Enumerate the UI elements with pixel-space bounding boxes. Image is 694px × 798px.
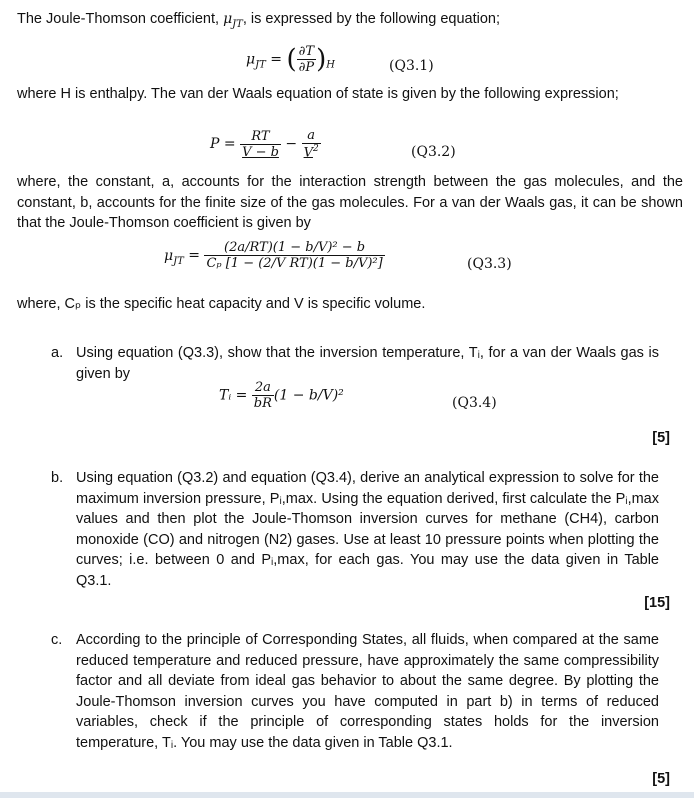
- equation-q3-1: $\mu_{JT}$ = ( $\frac{\partial T}{\partial P}$ )$_H$: [246, 44, 335, 75]
- intro-text-end: , is expressed by the following equation;: [242, 11, 500, 27]
- marks-b: [15]: [644, 595, 670, 611]
- equation-label-q3-2: (Q3.2): [411, 144, 456, 160]
- mu-jt-symbol: $\mu_{JT}$: [223, 11, 243, 30]
- item-label-a: a.: [51, 345, 64, 361]
- intro-line: [17, 9, 500, 32]
- item-text-b: Using equation (Q3.2) and equation (Q3.4), derive an analytical expression to solve for the maximum inversion pressure, Pᵢ,max. Using the equation derived, first calculate the Pᵢ,max values and then plot the Joule-Thomson inversion curves for methane (CH4), carbon monoxide (CO) and nitrogen (N2) gases. Use at least 10 pressure points when plotting the curves; i.e. between 0 and Pᵢ,max, for each gas. You may use the data given in Table Q3.1.: [76, 470, 659, 589]
- equation-q3-4: Tᵢ = $\frac{2a}{bR}$ (1 − b/V)²: [219, 380, 344, 411]
- equation-q3-2: P = $\frac{RT}{V - b}$ − $\frac{a}{V^2}$: [210, 128, 319, 161]
- paragraph-van-der-waals: where, the constant, a, accounts for the interaction strength between the gas molecules, and the constant, b, accounts for the finite size of the gas molecules. For a van der Waals gas, it can be shown that the Joule-Thomson coefficient is given by: [17, 174, 683, 232]
- paragraph-specific-heat: where, Cₚ is the specific heat capacity and V is specific volume.: [17, 296, 426, 312]
- equation-label-q3-4: (Q3.4): [452, 395, 497, 411]
- equation-label-q3-3: (Q3.3): [467, 256, 512, 272]
- item-label-c: c.: [51, 632, 63, 648]
- item-label-b: b.: [51, 470, 64, 486]
- paragraph-enthalpy: where H is enthalpy. The van der Waals equation of state is given by the following expression;: [17, 86, 619, 102]
- intro-text-start: The Joule-Thomson coefficient,: [17, 11, 224, 27]
- item-text-a: Using equation (Q3.3), show that the inversion temperature, Tᵢ, for a van der Waals gas is given by: [76, 345, 659, 382]
- marks-a: [5]: [652, 430, 670, 446]
- bottom-scrollbar-strip: [0, 792, 694, 798]
- item-text-c: According to the principle of Corresponding States, all fluids, when compared at the same reduced temperature and reduced pressure, have approximately the same compressibility factor and all deviate from ideal gas behavior to about the same degree. By plotting the Joule-Thomson inversion curves you have computed in part b) in terms of reduced variables, check if the principle of corresponding states holds for the inversion temperature, Tᵢ. You may use the data given in Table Q3.1.: [76, 632, 659, 751]
- marks-c: [5]: [652, 771, 670, 787]
- equation-q3-3: $\mu_{JT}$ = $\frac{\text{(2a/RT)(1 − b/V)² − b}}{\text{Cₚ [1 − (2/V RT)(1 − b/V)²]}}$: [164, 240, 383, 271]
- equation-label-q3-1: (Q3.1): [389, 58, 434, 74]
